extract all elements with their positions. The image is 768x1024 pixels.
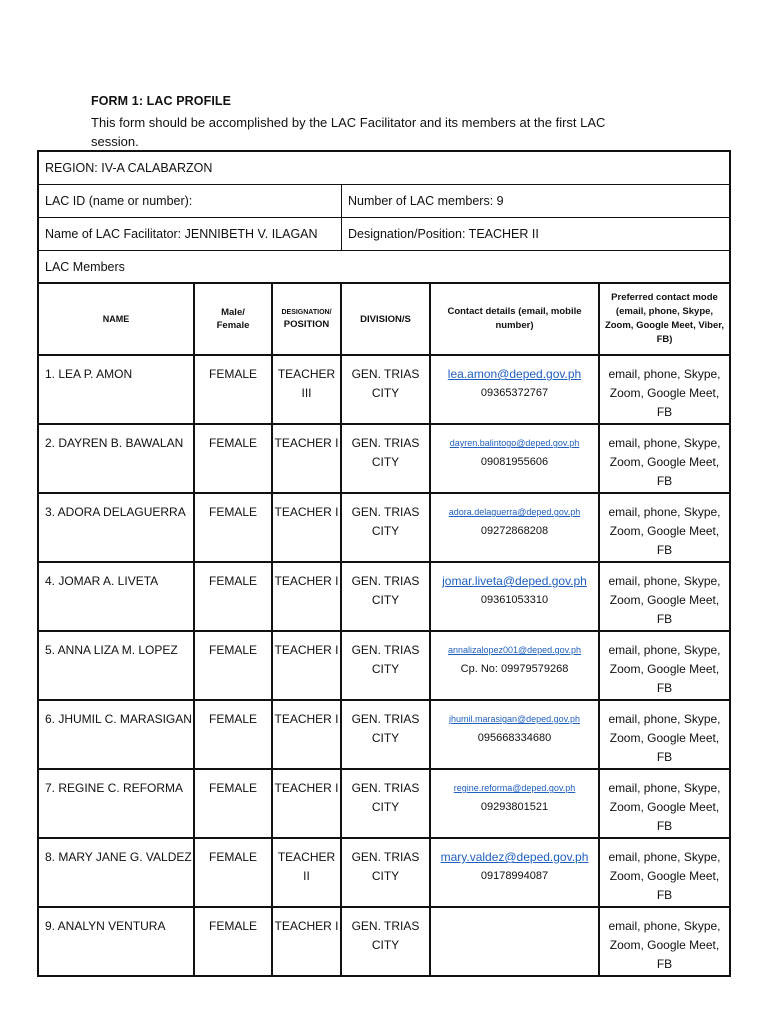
member-phone: 09365372767 (480, 387, 549, 399)
members-header-row (39, 284, 729, 355)
member-preferred-mode: email, phone, Skype, Zoom, Google Meet, FB (599, 562, 729, 631)
region-row (39, 152, 729, 185)
member-contact (430, 631, 599, 700)
members-heading-row (39, 251, 729, 284)
member-designation: TEACHER I (272, 769, 341, 838)
member-preferred-mode: email, phone, Skype, Zoom, Google Meet, FB (599, 355, 729, 424)
member-sex: FEMALE (194, 769, 272, 838)
member-division: GEN. TRIAS CITY (341, 493, 430, 562)
member-phone: 09272868208 (480, 525, 549, 537)
member-name: 8. MARY JANE G. VALDEZ (39, 838, 194, 907)
member-email-link[interactable]: annalizalopez001@deped.gov.ph (447, 645, 582, 655)
member-preferred-mode: email, phone, Skype, Zoom, Google Meet, FB (599, 631, 729, 700)
member-name: 7. REGINE C. REFORMA (39, 769, 194, 838)
header-division: DIVISION/S (341, 284, 430, 355)
member-division: GEN. TRIAS CITY (341, 838, 430, 907)
member-preferred-mode: email, phone, Skype, Zoom, Google Meet, FB (599, 838, 729, 907)
member-designation: TEACHER I (272, 424, 341, 493)
member-designation: TEACHER I (272, 907, 341, 975)
member-designation: TEACHER II (272, 838, 341, 907)
member-contact (430, 355, 599, 424)
facilitator-row (39, 218, 729, 251)
member-contact (430, 424, 599, 493)
member-sex: FEMALE (194, 355, 272, 424)
member-designation: TEACHER III (272, 355, 341, 424)
member-phone: 09178994087 (480, 870, 549, 882)
member-email-link[interactable]: lea.amon@deped.gov.ph (447, 367, 582, 381)
header-sex (194, 284, 272, 355)
lac-profile-form (37, 150, 731, 977)
member-contact (430, 562, 599, 631)
member-sex: FEMALE (194, 907, 272, 975)
member-contact (430, 907, 599, 975)
member-row (39, 424, 729, 493)
header-designation-line1: DESIGNATION/ (281, 309, 332, 316)
member-name: 4. JOMAR A. LIVETA (39, 562, 194, 631)
member-division: GEN. TRIAS CITY (341, 562, 430, 631)
member-sex: FEMALE (194, 700, 272, 769)
member-designation: TEACHER I (272, 631, 341, 700)
region-field: REGION: IV-A CALABARZON (45, 161, 213, 175)
member-preferred-mode: email, phone, Skype, Zoom, Google Meet, FB (608, 919, 721, 971)
member-phone: 09293801521 (480, 801, 549, 813)
member-row (39, 700, 729, 769)
members-table (39, 284, 729, 975)
member-phone: 095668334680 (477, 732, 552, 744)
lac-id-field: LAC ID (name or number): (39, 185, 342, 217)
lac-id-row (39, 185, 729, 218)
member-division: GEN. TRIAS CITY (341, 424, 430, 493)
member-division: GEN. TRIAS CITY (341, 700, 430, 769)
member-phone: 09361053310 (480, 594, 549, 606)
member-sex: FEMALE (194, 838, 272, 907)
header-contact: Contact details (email, mobile number) (430, 284, 599, 355)
member-row (39, 631, 729, 700)
header-name: NAME (39, 284, 194, 355)
designation-field: Designation/Position: TEACHER II (348, 227, 539, 241)
member-email-link[interactable]: jomar.liveta@deped.gov.ph (442, 574, 587, 588)
member-division: GEN. TRIAS CITY (341, 769, 430, 838)
member-name: 3. ADORA DELAGUERRA (39, 493, 194, 562)
member-preferred-mode: email, phone, Skype, Zoom, Google Meet, FB (599, 493, 729, 562)
member-name: 6. JHUMIL C. MARASIGAN (39, 700, 194, 769)
member-email-link[interactable]: regine.reforma@deped.gov.ph (453, 783, 576, 793)
header-preferred: Preferred contact mode (email, phone, Skype, Zoom, Google Meet, Viber, FB) (599, 284, 729, 355)
member-name: 2. DAYREN B. BAWALAN (39, 424, 194, 493)
member-name: 5. ANNA LIZA M. LOPEZ (39, 631, 194, 700)
member-designation: TEACHER I (272, 700, 341, 769)
form-instruction: This form should be accomplished by the LAC Facilitator and its members at the first LAC session. (91, 115, 606, 149)
member-sex: FEMALE (194, 631, 272, 700)
member-contact (430, 700, 599, 769)
member-sex: FEMALE (194, 562, 272, 631)
member-division: GEN. TRIAS CITY (341, 907, 430, 975)
member-designation: TEACHER I (272, 493, 341, 562)
members-heading: LAC Members (45, 259, 125, 274)
header-sex-line1: Male/ (221, 307, 245, 318)
member-sex: FEMALE (194, 493, 272, 562)
member-row (39, 355, 729, 424)
header-designation (272, 284, 341, 355)
member-email-link[interactable]: jhumil.marasigan@deped.gov.ph (448, 714, 581, 724)
member-contact (430, 838, 599, 907)
member-row (39, 838, 729, 907)
member-row (39, 562, 729, 631)
member-preferred-mode: email, phone, Skype, Zoom, Google Meet, FB (599, 424, 729, 493)
member-row (39, 907, 729, 975)
header-sex-line2: Female (216, 320, 250, 331)
member-row (39, 769, 729, 838)
member-preferred-mode: email, phone, Skype, Zoom, Google Meet, FB (599, 700, 729, 769)
facilitator-field: Name of LAC Facilitator: JENNIBETH V. ILAGAN (39, 218, 342, 250)
member-division: GEN. TRIAS CITY (341, 355, 430, 424)
member-email-link[interactable]: dayren.balintogo@deped.gov.ph (449, 438, 580, 448)
member-contact (430, 493, 599, 562)
member-count-field: Number of LAC members: 9 (348, 194, 504, 208)
form-title: FORM 1: LAC PROFILE (91, 94, 232, 108)
member-phone: Cp. No: 09979579268 (460, 663, 569, 675)
member-phone: 09081955606 (480, 456, 549, 468)
member-contact (430, 769, 599, 838)
member-division: GEN. TRIAS CITY (341, 631, 430, 700)
header-designation-line2: POSITION (283, 319, 330, 330)
member-preferred-mode: email, phone, Skype, Zoom, Google Meet, FB (599, 769, 729, 838)
member-name: 1. LEA P. AMON (39, 355, 194, 424)
member-email-link[interactable]: adora.delaguerra@deped.gov.ph (448, 507, 581, 517)
member-row (39, 493, 729, 562)
member-email-link[interactable]: mary.valdez@deped.gov.ph (440, 850, 589, 864)
member-sex: FEMALE (194, 424, 272, 493)
member-name: 9. ANALYN VENTURA (39, 907, 194, 975)
member-designation: TEACHER I (272, 562, 341, 631)
